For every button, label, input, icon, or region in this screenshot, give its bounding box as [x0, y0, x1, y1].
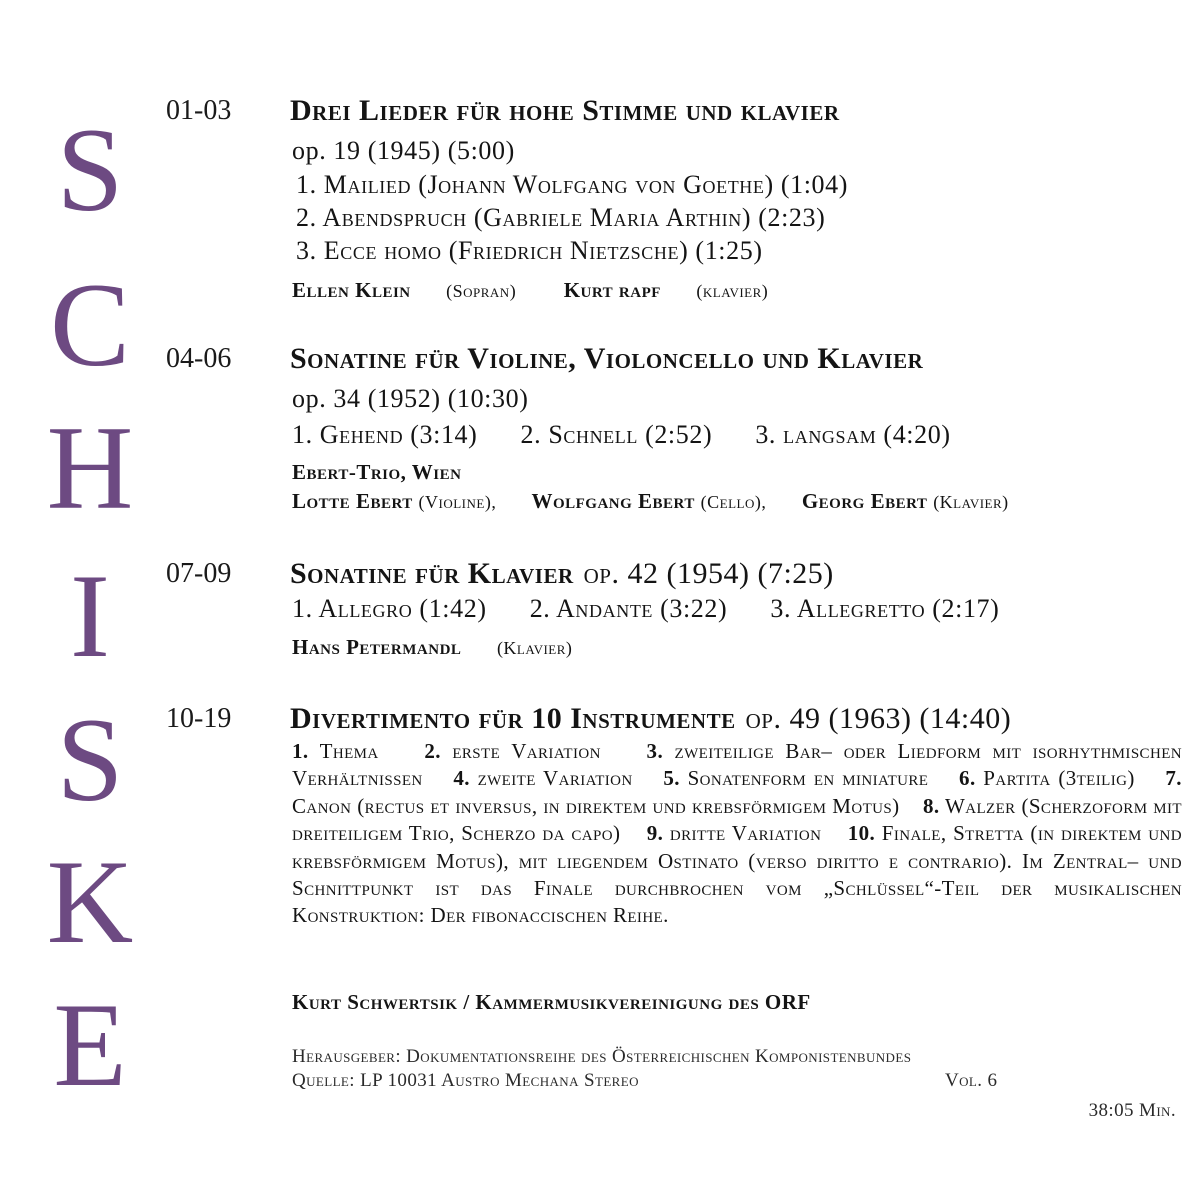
performer-name: Hans Petermandl — [292, 635, 462, 659]
work-opus: op. 42 (1954) (7:25) — [583, 557, 834, 590]
movement: 3. Ecce homo (Friedrich Nietzsche) (1:25) — [296, 236, 763, 265]
performer-name: Georg Ebert — [801, 489, 928, 513]
track-range: 07-09 — [166, 558, 232, 589]
total-duration: 38:05 Min. — [1088, 1100, 1176, 1121]
work-title: Drei Lieder für hohe Stimme und klavier — [290, 94, 840, 127]
performer-role: (klavier) — [696, 281, 769, 301]
movement: 3. langsam (4:20) — [755, 420, 951, 449]
performer-role: (Sopran) — [446, 281, 517, 301]
movement: 2. Schnell (2:52) — [520, 420, 713, 449]
movement: 1. Mailied (Johann Wolfgang von Goethe) (1:04) — [296, 170, 848, 199]
composer-letter: E — [53, 978, 127, 1111]
composer-letter: H — [46, 401, 134, 534]
track-range: 04-06 — [166, 343, 232, 374]
movement: 2. Abendspruch (Gabriele Maria Arthin) (2:23) — [296, 203, 826, 232]
performer-role: (Klavier) — [496, 638, 573, 658]
work-title: Divertimento für 10 Instrumente — [290, 702, 736, 735]
performer-role: (Violine), — [418, 492, 497, 512]
performer-name: Lotte Ebert — [292, 489, 413, 513]
performer-name: Wolfgang Ebert — [531, 489, 695, 513]
track-range: 01-03 — [166, 95, 232, 126]
composer-letter: I — [70, 549, 110, 682]
composer-letter: C — [49, 258, 131, 391]
track-range: 10-19 — [166, 703, 232, 734]
work-title-row — [290, 557, 834, 591]
movement: 3. Allegretto (2:17) — [770, 594, 1000, 623]
work-opus: op. 19 (1945) (5:00) — [292, 136, 515, 165]
performers: Kurt Schwertsik / Kammermusikvereinigung des ORF — [292, 990, 811, 1014]
performers — [292, 635, 572, 660]
composer-letter: S — [56, 693, 124, 826]
composer-letter: K — [46, 835, 134, 968]
publisher-note: Herausgeber: Dokumentationsreihe des Österreichischen Komponistenbundes — [292, 1046, 912, 1067]
movement: 1. Allegro (1:42) — [292, 594, 487, 623]
performer-name: Kurt rapf — [563, 278, 661, 302]
source-note: Quelle: LP 10031 Austro Mechana Stereo — [292, 1070, 639, 1091]
performer-role: (Klavier) — [933, 492, 1009, 512]
ensemble-name: Ebert-Trio, Wien — [292, 460, 462, 484]
work-opus: op. 49 (1963) (14:40) — [745, 702, 1012, 735]
movement: 2. Andante (3:22) — [529, 594, 728, 623]
work-title: Sonatine für Klavier — [290, 557, 574, 590]
volume-label: Vol. 6 — [945, 1070, 998, 1091]
movements-row — [292, 420, 951, 450]
work-opus: op. 34 (1952) (10:30) — [292, 384, 529, 413]
performers — [292, 489, 1009, 514]
movements-row — [292, 594, 999, 624]
performer-role: (Cello), — [700, 492, 767, 512]
composer-letter: S — [56, 103, 124, 236]
work-title-row — [290, 702, 1011, 736]
performer-name: Ellen Klein — [292, 278, 411, 302]
movement: 1. Gehend (3:14) — [292, 420, 478, 449]
movement-description: 1. Thema 2. erste Variation 3. zweiteilige Bar– oder Liedform mit isorhythmischen Verhältnissen 4. zweite Variation 5. Sonatenform en miniature 6. Partita (3teilig) 7. Canon (rectus et inversus, in direktem und krebsförmigem Motus) 8. Walzer (Scherzoform mit dreiteiligem Trio, Scherzo da capo) 9. dritte Variation 10. Finale, Stretta (in direktem und krebsförmigem Motus), mit liegendem Ostinato (verso diritto e contrario). Im Zentral– und Schnittpunkt ist das Finale durchbrochen vom „Schlüssel“-Teil der musikalischen Konstruktion: Der fibonaccischen Reihe. — [292, 739, 1182, 928]
work-title: Sonatine für Violine, Violoncello und Klavier — [290, 342, 924, 375]
performers — [292, 278, 768, 303]
